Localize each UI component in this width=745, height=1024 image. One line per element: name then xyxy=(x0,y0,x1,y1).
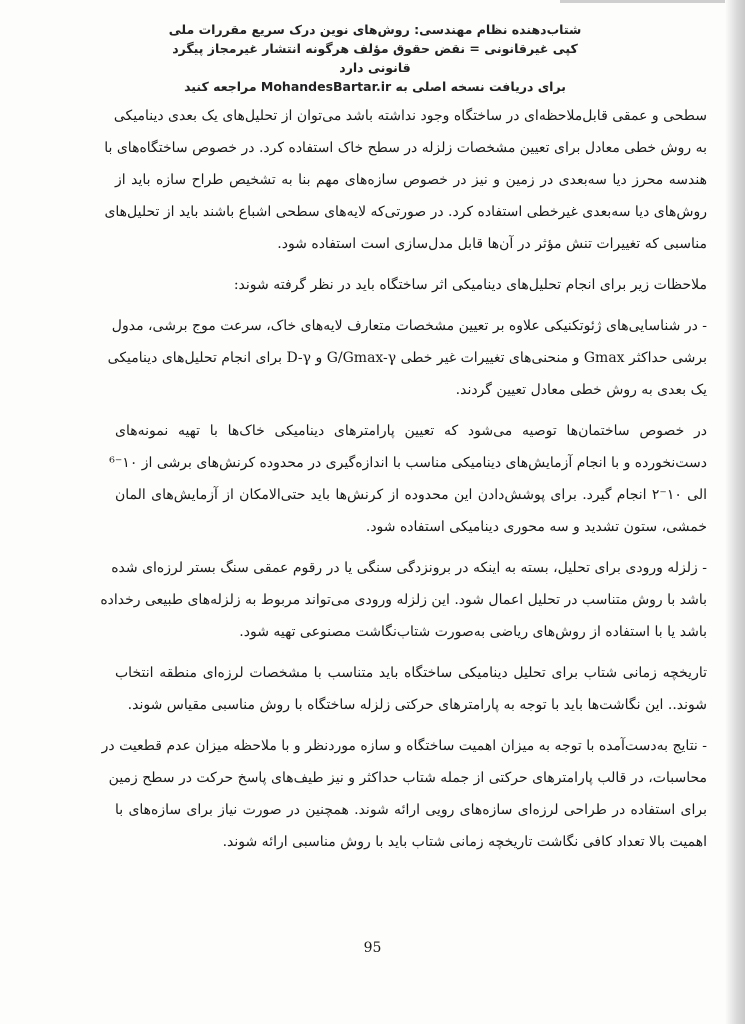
text-line: سطحی و عمقی قابل‌ملاحظه‌ای در ساختگاه وجود نداشته باشد می‌توان از تحلیل‌های یک بعدی دینامیکی xyxy=(113,108,707,124)
page-number: 95 xyxy=(363,940,382,956)
text-line: ملاحظات زیر برای انجام تحلیل‌های دینامیکی اثر ساختگاه باید در نظر گرفته شوند: xyxy=(233,277,707,293)
text-line: هندسه محرز دیا سه‌بعدی در زمین و نیز در خصوص سازه‌های مهم بنا به تشخیص طراح سازه باید از xyxy=(115,172,707,188)
paragraph xyxy=(100,552,707,648)
text-line: روش‌های دیا سه‌بعدی غیرخطی استفاده کرد. در صورتی‌که لایه‌های سطحی اشباع باشند باید از تحلیل‌های xyxy=(104,204,707,220)
scan-shadow xyxy=(725,0,745,1024)
text-line: یک بعدی به روش خطی معادل تعیین گردند. xyxy=(455,382,707,398)
paragraph xyxy=(101,730,707,858)
header-line: شتاب‌دهنده نظام مهندسی: روش‌های نوین درک سریع مقررات ملی xyxy=(168,22,582,37)
text-line: - در شناسایی‌های ژئوتکنیکی علاوه بر تعیین مشخصات متعارف لایه‌های خاک، سرعت موج برشی، مدول xyxy=(111,318,707,334)
text-line: شوند.. این نگاشت‌ها باید با توجه به پارامترهای حرکتی زلزله ساختگاه با روش مناسبی مقیاس شوند. xyxy=(127,697,707,713)
text-line: به روش خطی معادل برای تعیین مشخصات زلزله در سطح خاک استفاده کرد. در خصوص ساختگاه‌های با xyxy=(104,140,707,156)
text-line: در خصوص ساختمان‌ها توصیه می‌شود که تعیین پارامترهای دینامیکی خاک‌ها با تهیه نمونه‌های xyxy=(115,423,707,439)
text-line: برشی حداکثر Gmax و منحنی‌های تغییرات غیر خطی G/Gmax-γ و D-γ برای انجام تحلیل‌های دینامیکی xyxy=(107,350,707,366)
text-line: باشد با روش متناسب در تحلیل اعمال شود. این زلزله ورودی می‌تواند مربوط به زلزله‌های طبیعی رخداده xyxy=(100,592,707,608)
header-line: کپی غیرقانونی = نقض حقوق مؤلف هرگونه انتشار غیرمجاز پیگرد قانونی دارد xyxy=(172,41,578,75)
scan-edge xyxy=(560,0,745,3)
text-line: اهمیت بالا تعداد کافی نگاشت تاریخچه زمانی شتاب باید با روش مناسبی ارائه شوند. xyxy=(222,834,707,850)
paragraph xyxy=(115,269,707,301)
text-line: مناسبی که تغییرات تنش مؤثر در آن‌ها قابل مدل‌سازی است استفاده شود. xyxy=(277,236,707,252)
paragraph xyxy=(107,310,707,406)
text-line: خمشی، ستون تشدید و سه محوری دینامیکی استفاده شود. xyxy=(365,519,707,535)
text-line: تاریخچه زمانی شتاب برای تحلیل دینامیکی ساختگاه باید متناسب با مشخصات لرزه‌ای منطقه انتخاب xyxy=(115,665,707,681)
page-body xyxy=(100,100,707,867)
text-line: الی ۱۰⁻۲ انجام گیرد. برای پوشش‌دادن این محدوده از کرنش‌ها باید حتی‌الامکان از آزمایش‌های المان xyxy=(115,487,707,503)
text-line: محاسبات، در قالب پارامترهای حرکتی از جمله شتاب حداکثر و نیز طیف‌های پاسخ حرکت در سطح زمین xyxy=(108,770,707,786)
text-line: برای استفاده در طراحی لرزه‌ای سازه‌های رویی ارائه شوند. همچنین در صورت نیاز برای سازه‌های با xyxy=(115,802,707,818)
paragraph xyxy=(104,100,707,260)
text-line: دست‌نخورده و با انجام آزمایش‌های دینامیکی مناسب با اندازه‌گیری در محدوده کرنش‌های برشی از ۱۰⁻⁶ xyxy=(109,455,707,471)
text-line: باشد یا با استفاده از روش‌های ریاضی به‌صورت شتاب‌نگاشت مصنوعی تهیه شود. xyxy=(239,624,707,640)
header-line: برای دریافت نسخه اصلی به MohandesBartar.ir مراجعه کنید xyxy=(184,79,566,94)
copyright-header xyxy=(150,20,600,96)
text-line: - زلزله ورودی برای تحلیل، بسته به اینکه در برونزدگی سنگی یا در رقوم عمقی سنگ بستر لرزه‌ای شده xyxy=(111,560,707,576)
paragraph xyxy=(109,415,707,543)
paragraph xyxy=(115,657,707,721)
text-line: - نتایج به‌دست‌آمده با توجه به میزان اهمیت ساختگاه و سازه موردنظر و با ملاحظه میزان عدم قطعیت در xyxy=(101,738,707,754)
